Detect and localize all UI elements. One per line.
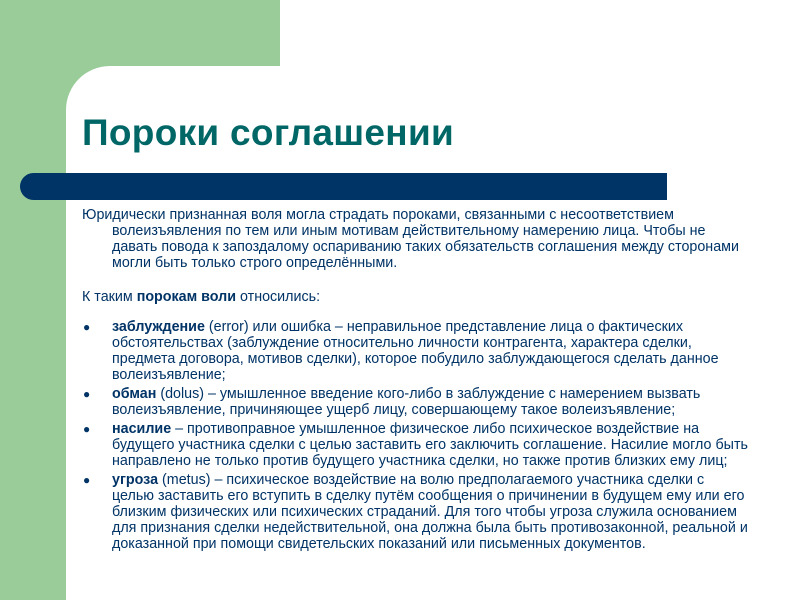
- lead-text-after: относились:: [236, 289, 321, 305]
- item-term: насилие: [112, 421, 172, 437]
- bullet-icon: ●: [83, 387, 91, 401]
- item-text: (metus) – психическое воздействие на волю предполагаемого участника сделки с целью заставить его вступить в сделку путём сообщения о причинении в будущем ему или его близким физических или психических страданий. Для того чтобы угроза служила основанием для признания сделки недействительной, она должна была быть противозаконной, реальной и доказанной при помощи свидетельских показаний или письменных документов.: [112, 472, 748, 552]
- list-item: [82, 421, 750, 469]
- item-term: обман: [112, 386, 157, 402]
- bullet-icon: ●: [83, 320, 91, 334]
- bullet-icon: ●: [83, 422, 91, 436]
- vices-list: [82, 319, 750, 552]
- list-item: [82, 386, 750, 418]
- list-item: [82, 319, 750, 383]
- intro-paragraph: Юридически признанная воля могла страдать пороками, связанными с несоответствием волеизъявления по тем или иным мотивам действительному намерению лица. Чтобы не давать повода к запоздалому оспариванию таких обязательств соглашения между сторонами могли быть только строго определёнными.: [82, 207, 739, 271]
- lead-line: [82, 289, 750, 305]
- slide-body: [82, 207, 750, 555]
- lead-text-bold: порокам воли: [136, 289, 237, 305]
- bullet-icon: ●: [83, 473, 91, 487]
- item-term: угроза: [112, 472, 159, 488]
- list-item: [82, 472, 750, 552]
- item-text: – противоправное умышленное физическое либо психическое воздействие на будущего участника сделки с целью заставить его заключить соглашение. Насилие могло быть направлено не только против будущего участника сделки, но также против близких ему лиц;: [112, 421, 748, 469]
- slide-title: Пороки соглашении: [82, 112, 455, 153]
- title-underline-bar: [20, 173, 667, 200]
- item-text: (error) или ошибка – неправильное представление лица о фактических обстоятельствах (заблуждение относительно личности контрагента, характера сделки, предмета договора, мотивов сделки), которое побудило заблуждающегося сделать данное волеизъявление;: [112, 319, 719, 383]
- item-term: заблуждение: [112, 319, 205, 335]
- lead-text-before: К таким: [82, 289, 137, 305]
- item-text: (dolus) – умышленное введение кого-либо в заблуждение с намерением вызвать волеизъявление, причиняющее ущерб лицу, совершающему такое волеизъявление;: [112, 386, 701, 418]
